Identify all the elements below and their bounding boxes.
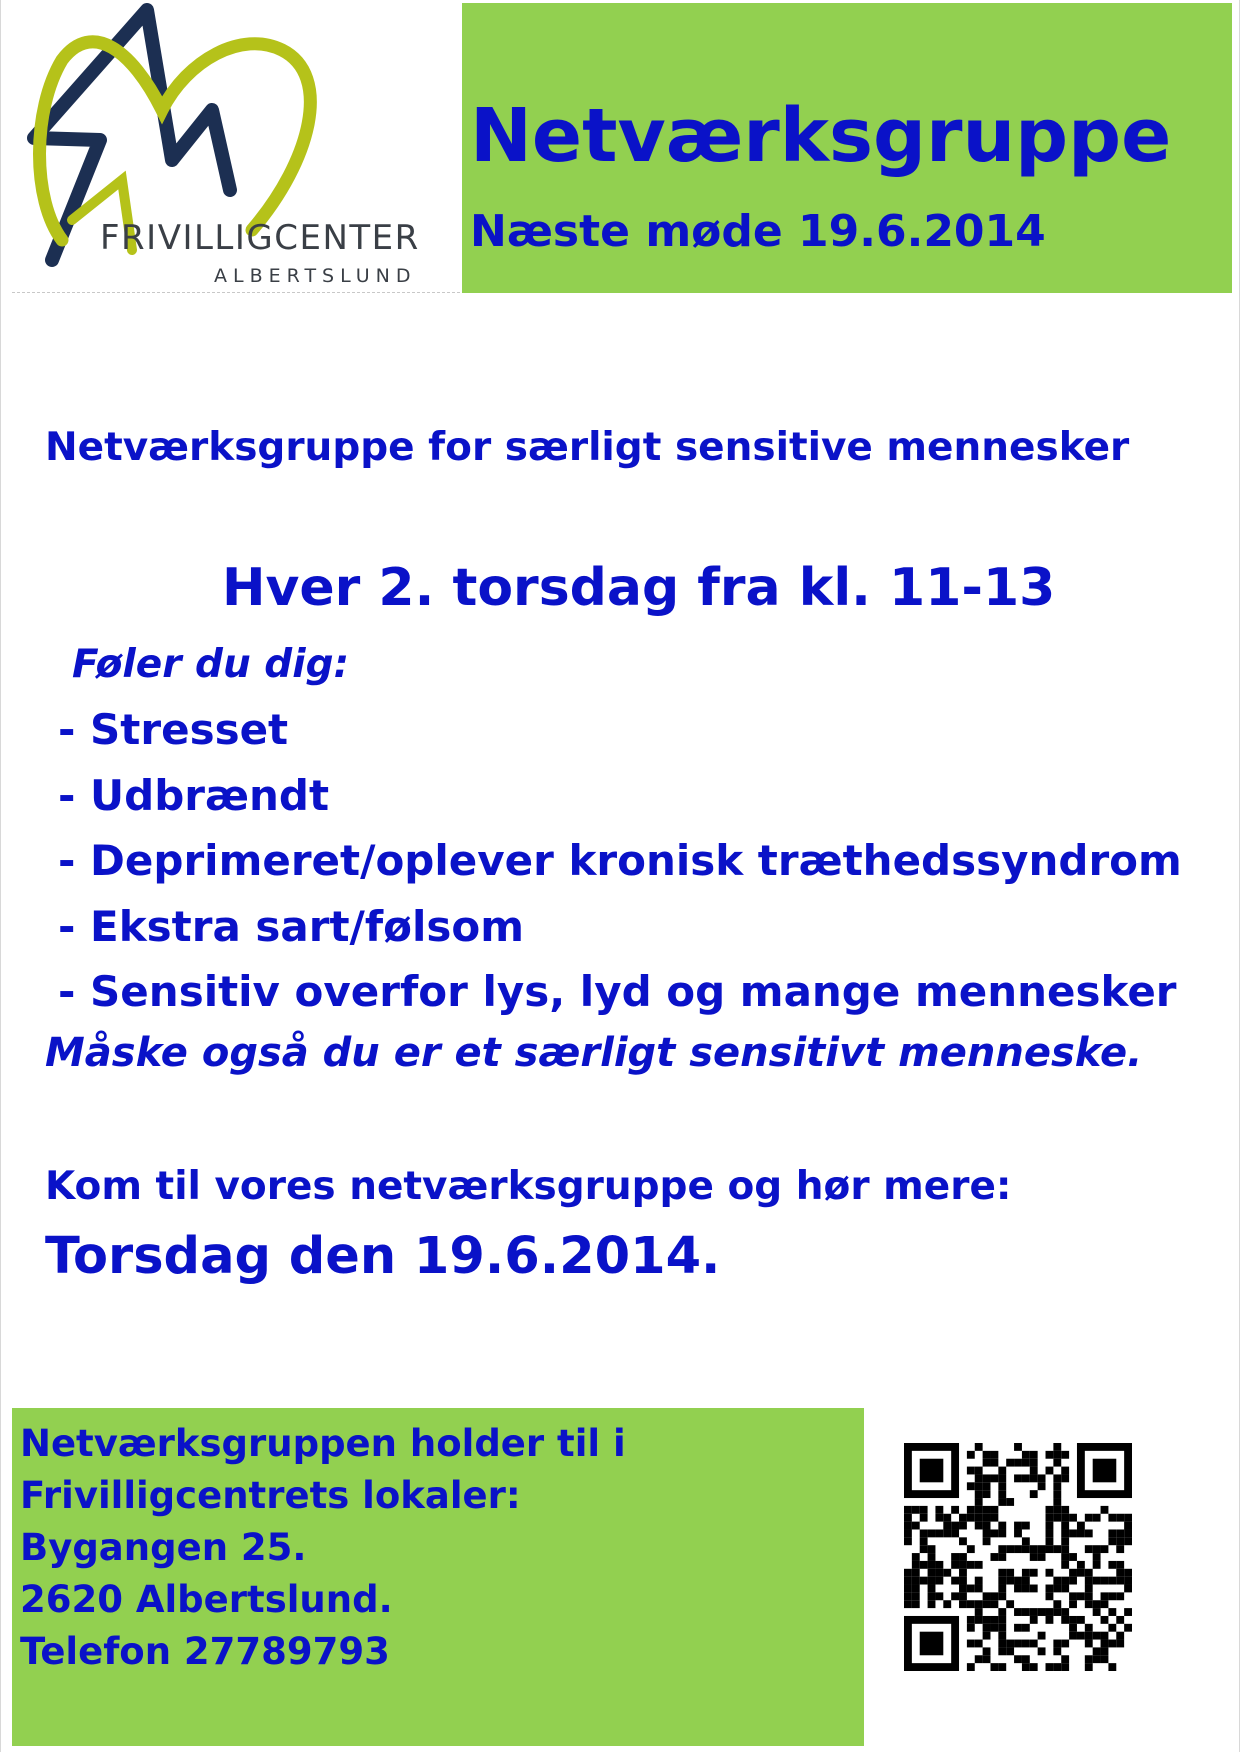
closing-line: Måske også du er et særligt sensitivt menneske. — [45, 1030, 1143, 1076]
address-line: 2620 Albertslund. — [20, 1578, 393, 1621]
meeting-date: Torsdag den 19.6.2014. — [45, 1227, 721, 1286]
qr-code-icon — [904, 1436, 1132, 1678]
address-line: Netværksgruppen holder til i — [20, 1422, 626, 1465]
question: Føler du dig: — [72, 642, 350, 687]
list-item: - Stresset — [58, 705, 289, 754]
address-line: Frivilligcentrets lokaler: — [20, 1474, 521, 1517]
next-meeting: Næste møde 19.6.2014 — [470, 206, 1046, 257]
header-banner — [462, 3, 1232, 293]
address-box — [12, 1408, 864, 1746]
logo-name: FRIVILLIGCENTER — [100, 218, 420, 258]
symptom-list — [58, 702, 1182, 1030]
invite-line: Kom til vores netværksgruppe og hør mere: — [45, 1164, 1012, 1209]
address-line: Bygangen 25. — [20, 1526, 307, 1569]
logo-location: ALBERTSLUND — [214, 265, 417, 287]
logo — [12, 0, 460, 293]
list-item: - Udbrændt — [58, 770, 330, 820]
page-title: Netværksgruppe — [470, 93, 1172, 179]
list-item: - Ekstra sart/følsom — [58, 901, 525, 951]
list-item: - Sensitiv overfor lys, lyd og mange mennesker — [58, 967, 1177, 1016]
schedule: Hver 2. torsdag fra kl. 11-13 — [222, 558, 1056, 618]
intro-heading: Netværksgruppe for særligt sensitive mennesker — [45, 425, 1130, 470]
address-line: Telefon 27789793 — [20, 1630, 390, 1673]
list-item: - Deprimeret/oplever kronisk træthedssyndrom — [58, 836, 1182, 885]
